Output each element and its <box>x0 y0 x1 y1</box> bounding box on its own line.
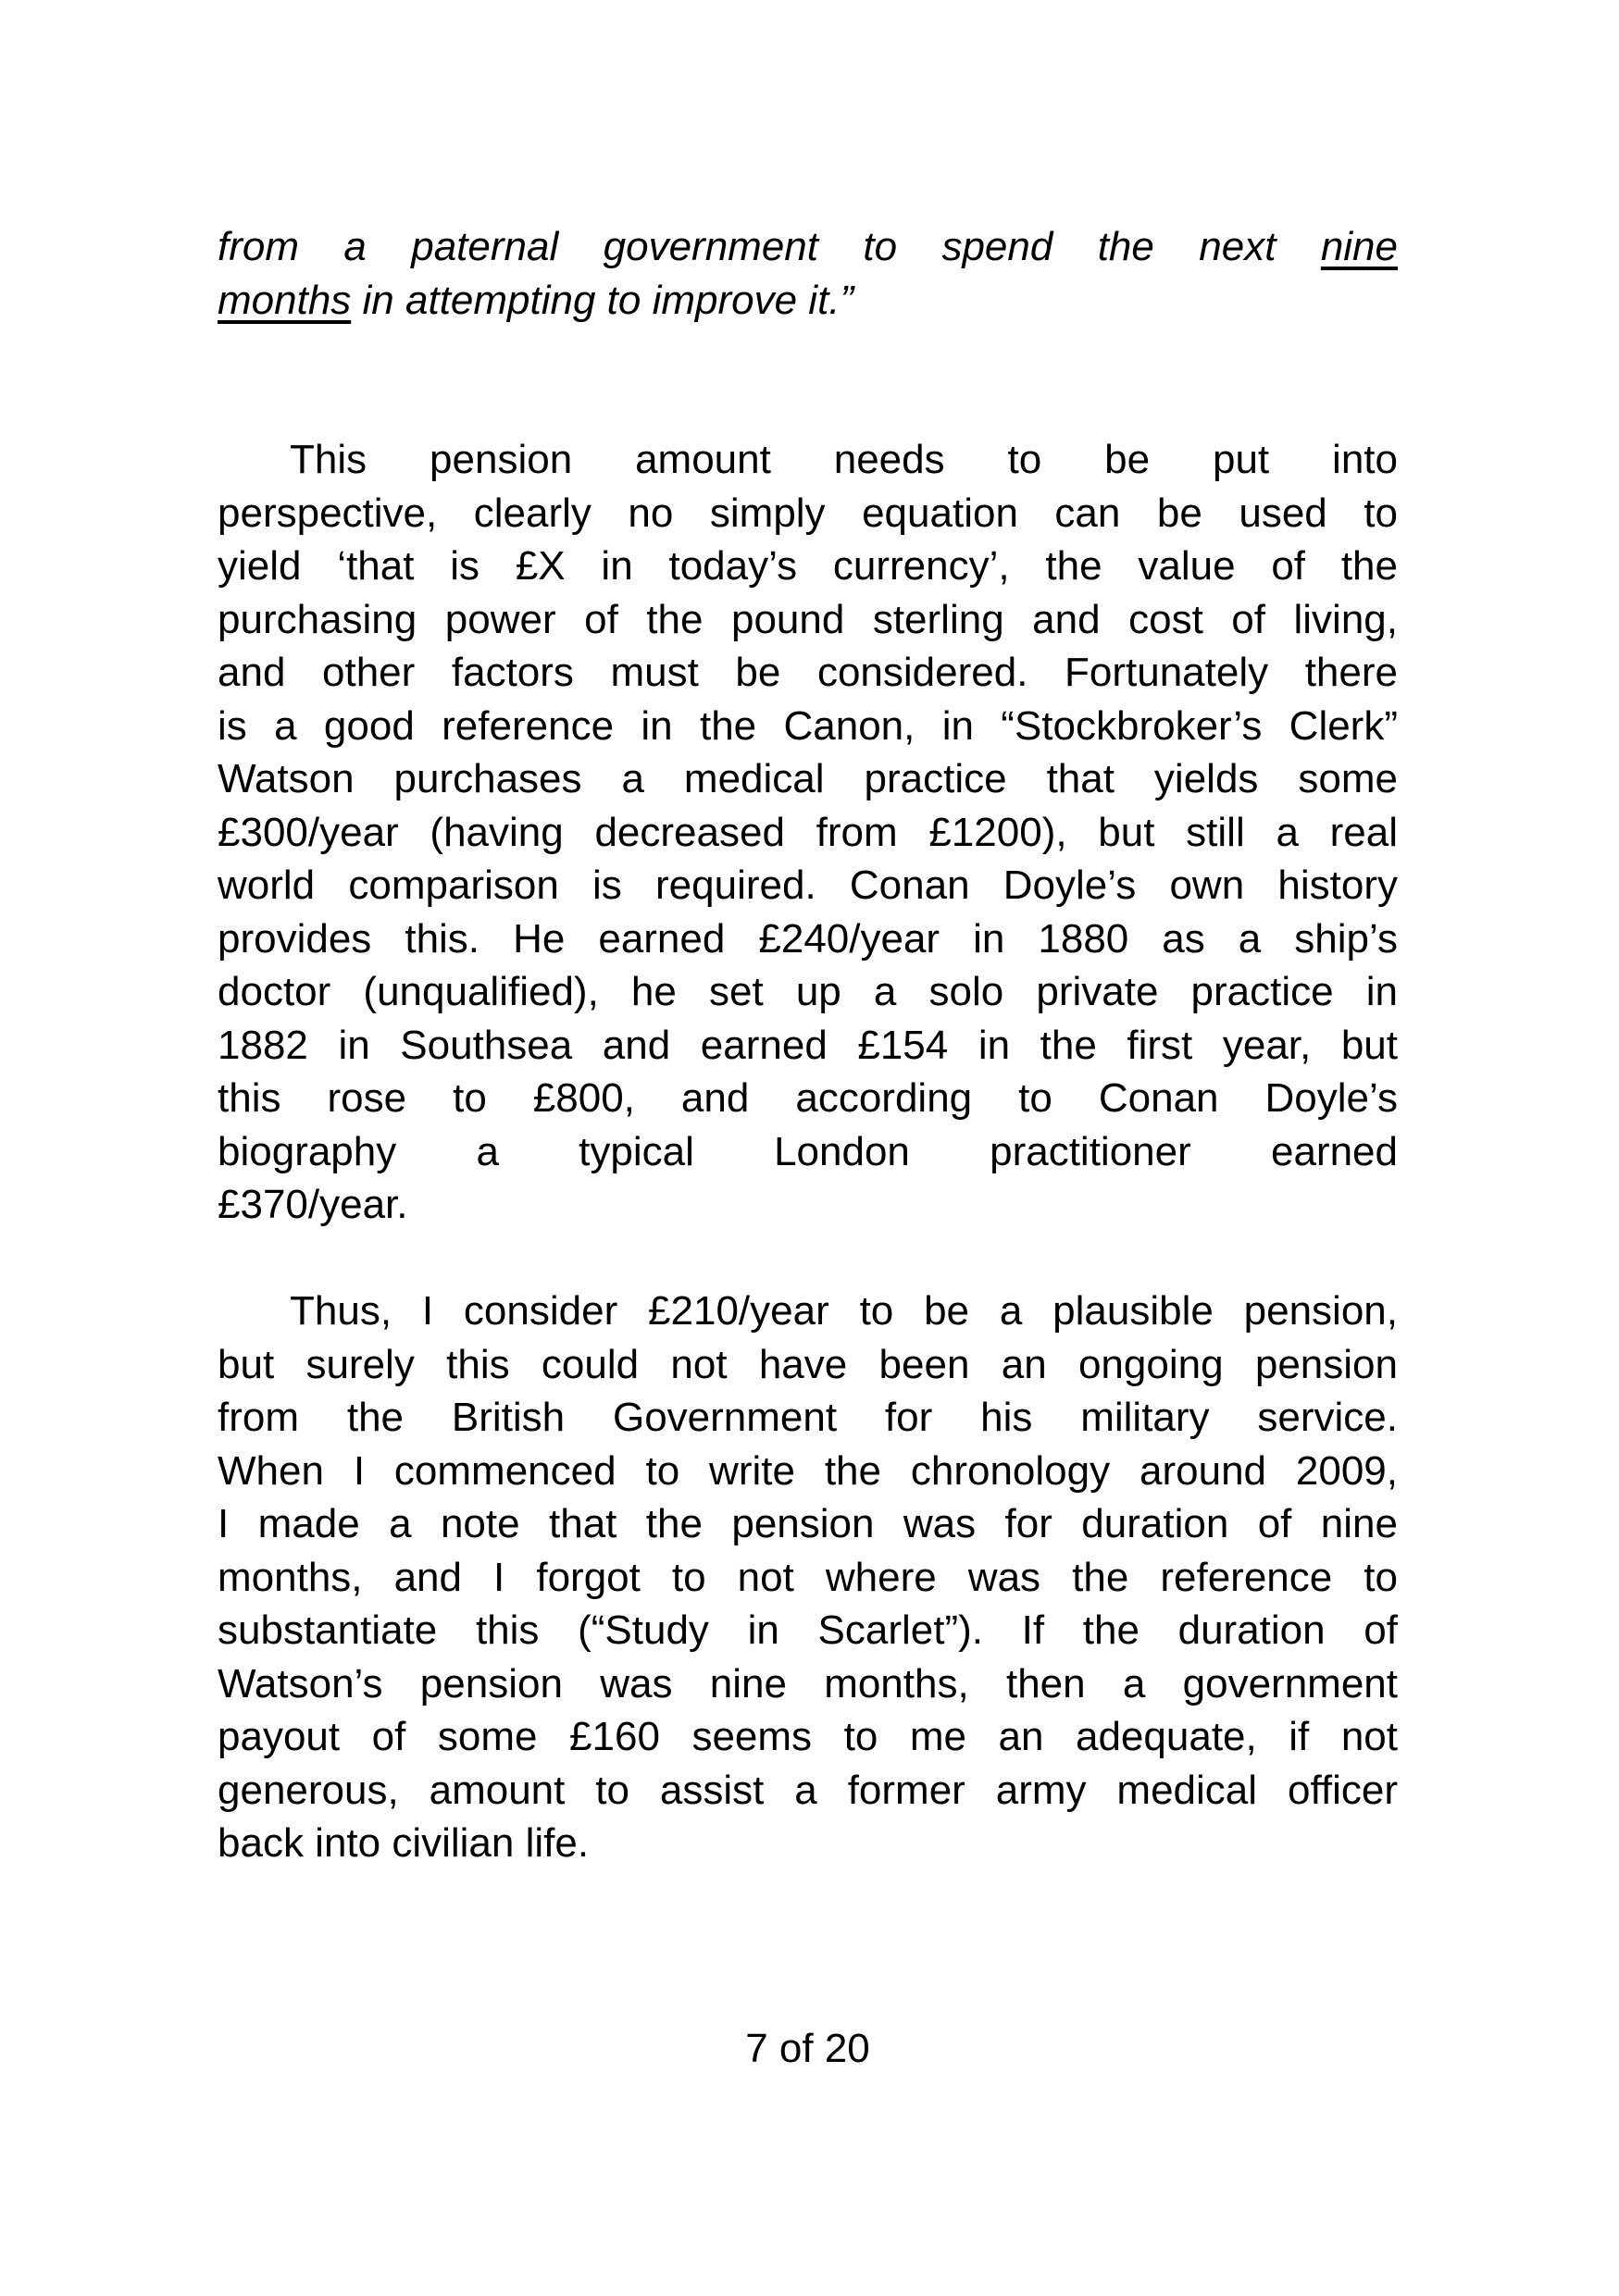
text-segment: but surely this could not have been an ongoing pension <box>218 1341 1398 1387</box>
text-line <box>218 1551 1398 1605</box>
text-segment: biography a typical London practitioner earned <box>218 1128 1398 1174</box>
text-line <box>218 1391 1398 1445</box>
quote-paragraph <box>218 220 1398 327</box>
text-block <box>218 220 1398 1923</box>
text-line <box>218 433 1398 487</box>
underlined-text: nine <box>1320 224 1398 269</box>
text-segment: This pension amount needs to be put into <box>290 437 1398 482</box>
text-line <box>218 859 1398 912</box>
text-line <box>218 700 1398 753</box>
text-line <box>218 220 1398 274</box>
text-segment: and other factors must be considered. Fortunately there <box>218 650 1398 695</box>
text-segment: months, and I forgot to not where was the reference to <box>218 1554 1398 1600</box>
text-segment: Watson’s pension was nine months, then a government <box>218 1660 1398 1706</box>
body-paragraph-2 <box>218 1285 1398 1870</box>
text-line <box>218 1445 1398 1498</box>
text-line <box>218 1710 1398 1764</box>
text-segment: provides this. He earned £240/year in 1880 as a ship’s <box>218 915 1398 962</box>
text-line <box>218 1657 1398 1711</box>
text-segment: Thus, I consider £210/year to be a plausible pension, <box>290 1288 1398 1334</box>
text-segment: world comparison is required. Conan Doyle’s own history <box>218 863 1398 908</box>
text-segment: is a good reference in the Canon, in “Stockbroker’s Clerk” <box>218 702 1398 749</box>
text-line <box>218 1764 1398 1818</box>
text-segment: doctor (unqualified), he set up a solo private practice in <box>218 969 1398 1014</box>
text-line <box>218 1285 1398 1338</box>
text-segment: £370/year. <box>218 1182 408 1227</box>
text-segment: generous, amount to assist a former army medical officer <box>218 1767 1398 1813</box>
text-segment: back into civilian life. <box>218 1820 590 1866</box>
text-line <box>218 912 1398 966</box>
text-line <box>218 1072 1398 1125</box>
text-line <box>218 965 1398 1019</box>
text-line <box>218 593 1398 647</box>
page-footer <box>218 2022 1398 2076</box>
text-segment: perspective, clearly no simply equation can be used to <box>218 490 1398 536</box>
text-segment: substantiate this (“Study in Scarlet”). If the duration of <box>218 1607 1398 1653</box>
body-paragraph-1 <box>218 433 1398 1232</box>
text-segment: yield ‘that is £X in today’s currency’, the value of the <box>218 543 1398 589</box>
text-segment: When I commenced to write the chronology around 2009, <box>218 1447 1398 1494</box>
text-line <box>218 1817 1398 1870</box>
text-segment: payout of some £160 seems to me an adequate, if not <box>218 1714 1398 1759</box>
text-line <box>218 1125 1398 1179</box>
text-line <box>218 540 1398 593</box>
text-line <box>218 1338 1398 1392</box>
text-segment: £300/year (having decreased from £1200), but still a real <box>218 809 1398 855</box>
text-line <box>218 752 1398 806</box>
text-segment: from the British Government for his military service. <box>218 1395 1398 1440</box>
text-line <box>218 1019 1398 1073</box>
text-segment: I made a note that the pension was for duration of nine <box>218 1501 1398 1546</box>
page-number-label: 7 of 20 <box>745 2026 870 2071</box>
text-segment: in attempting to improve it.” <box>351 277 854 323</box>
text-line <box>218 1178 1398 1232</box>
text-line <box>218 646 1398 700</box>
text-line <box>218 1497 1398 1551</box>
text-segment: this rose to £800, and according to Conan Doyle’s <box>218 1075 1398 1121</box>
text-segment: purchasing power of the pound sterling and cost of living, <box>218 596 1398 642</box>
text-segment: Watson purchases a medical practice that yields some <box>218 756 1398 801</box>
text-segment: from a paternal government to spend the next <box>218 224 1321 269</box>
text-line <box>218 1604 1398 1657</box>
text-line <box>218 806 1398 860</box>
text-line <box>218 487 1398 540</box>
underlined-text: months <box>218 277 352 323</box>
text-segment: 1882 in Southsea and earned £154 in the first year, but <box>218 1022 1398 1068</box>
text-line <box>218 274 1398 328</box>
